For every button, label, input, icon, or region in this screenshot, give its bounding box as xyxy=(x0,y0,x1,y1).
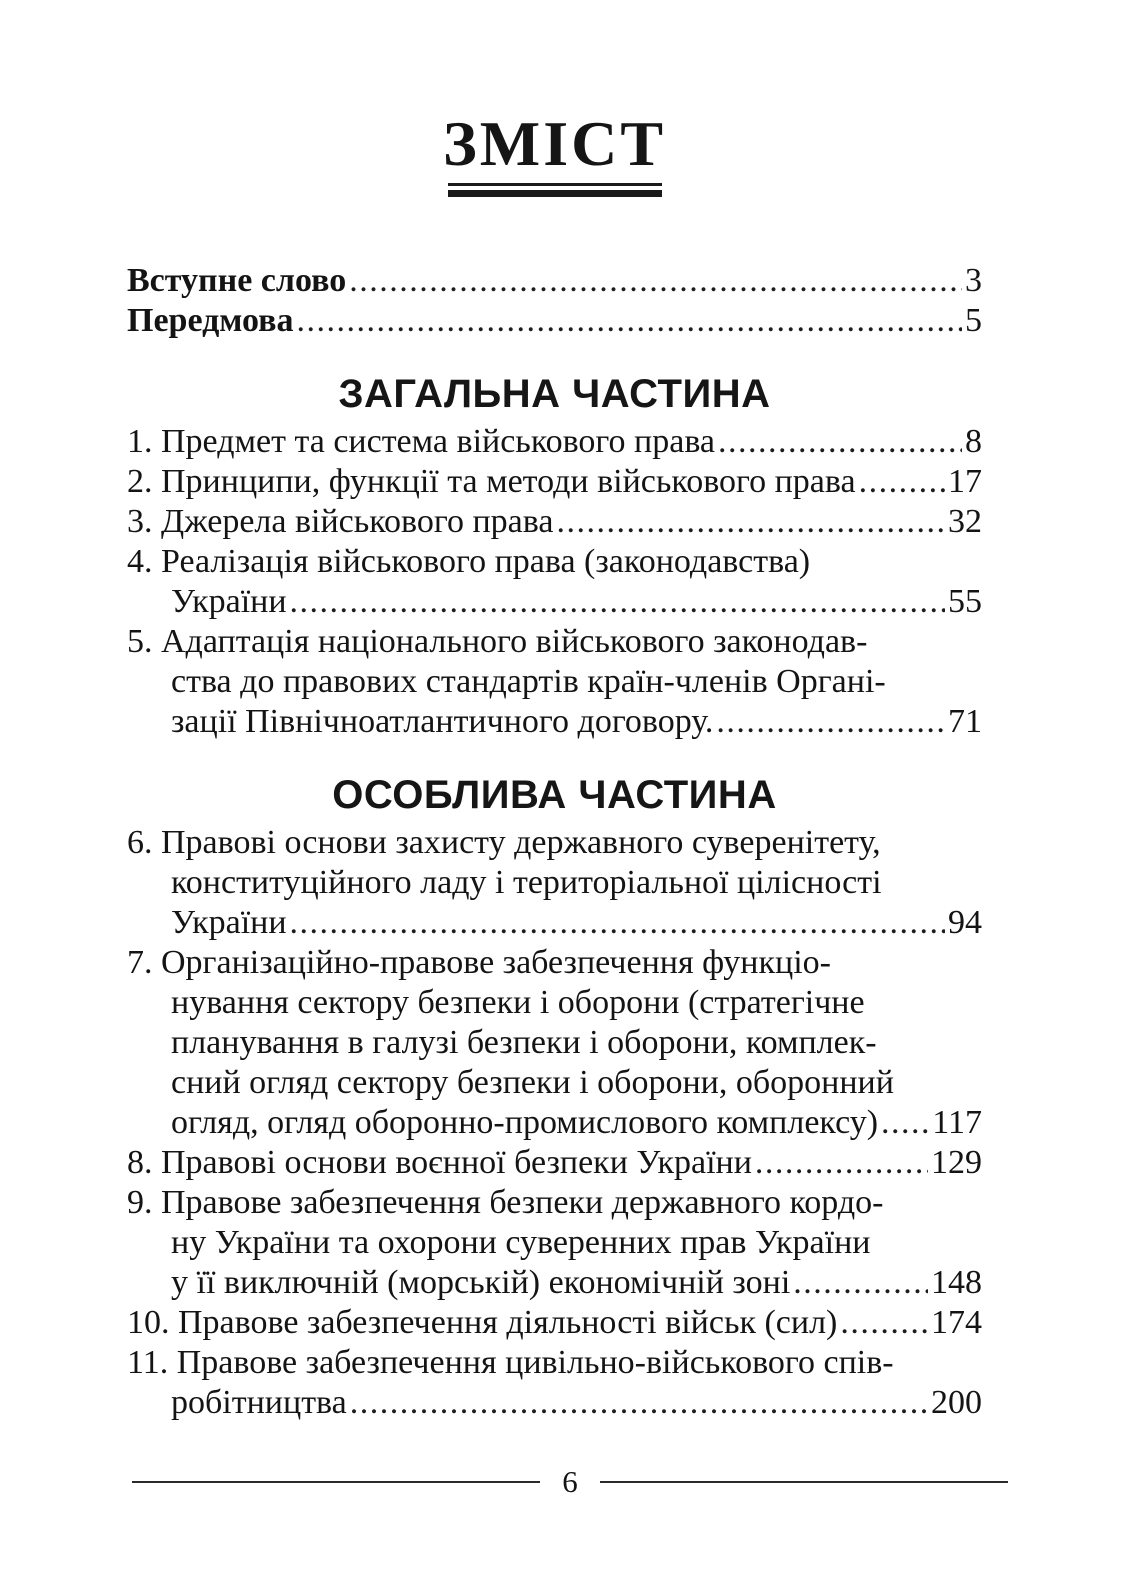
toc-entry-line xyxy=(127,1143,982,1183)
toc-page-number: 174 xyxy=(931,1304,982,1341)
toc-entry xyxy=(127,542,982,622)
toc-entry xyxy=(127,261,982,301)
toc-entry xyxy=(127,1143,982,1183)
toc-page-number: 55 xyxy=(948,583,982,620)
toc-entry-text: у її виключній (морській) економічній зоні xyxy=(171,1264,791,1301)
toc-entry-text: робітництва xyxy=(171,1384,347,1421)
toc-entry-line xyxy=(127,662,982,702)
toc-entry-text: 8. Правові основи воєнної безпеки України xyxy=(127,1144,752,1181)
toc-page-number: 32 xyxy=(948,503,982,540)
toc-entry-line xyxy=(127,823,982,863)
toc-entry xyxy=(127,943,982,1143)
toc-entry-text: 3. Джерела військового права xyxy=(127,503,554,540)
toc-entry-line xyxy=(127,983,982,1023)
toc-page-number: 71 xyxy=(948,703,982,740)
toc-entry-text: Передмова xyxy=(127,302,294,339)
toc-page-number: 8 xyxy=(965,423,982,460)
toc-page-number: 129 xyxy=(931,1144,982,1181)
toc-entry-text: 7. Організаційно-правове забезпечення функціо- xyxy=(127,944,831,981)
dot-leader xyxy=(556,502,945,542)
toc-entry-text: планування в галузі безпеки і оборони, комплек- xyxy=(171,1024,877,1061)
toc-entry-line xyxy=(127,1343,982,1383)
dot-leader xyxy=(297,301,962,341)
dot-leader xyxy=(290,903,945,943)
toc-entry-line xyxy=(127,1223,982,1263)
toc-entry-line xyxy=(127,903,982,943)
toc-entry xyxy=(127,301,982,341)
dot-leader xyxy=(350,1383,928,1423)
toc-page-number: 94 xyxy=(948,904,982,941)
toc-entry xyxy=(127,1303,982,1343)
toc-entry xyxy=(127,462,982,502)
toc-entry-line xyxy=(127,1303,982,1343)
toc-list xyxy=(127,261,982,1423)
toc-entry-text: огляд, огляд оборонно-промислового комплексу) xyxy=(171,1104,879,1141)
toc-entry xyxy=(127,823,982,943)
toc-entry-text: 1. Предмет та система військового права xyxy=(127,423,716,460)
toc-entry-text: конституційного ладу і територіальної цілісності xyxy=(171,864,882,901)
toc-page-number: 200 xyxy=(931,1384,982,1421)
page-title: ЗМІСТ xyxy=(443,108,666,179)
toc-entry xyxy=(127,1183,982,1303)
toc-entry-line xyxy=(127,1183,982,1223)
toc-entry-text: України xyxy=(171,904,287,941)
page-content xyxy=(127,0,982,1423)
dot-leader xyxy=(290,582,945,622)
section-heading: ЗАГАЛЬНА ЧАСТИНА xyxy=(338,372,771,416)
toc-entry-text: 9. Правове забезпечення безпеки державного кордо- xyxy=(127,1184,884,1221)
toc-entry-text: ну України та охорони суверенних прав України xyxy=(171,1224,871,1261)
toc-entry-line xyxy=(127,301,982,341)
toc-entry-text: нування сектору безпеки і оборони (стратегічне xyxy=(171,984,865,1021)
toc-entry-line xyxy=(127,502,982,542)
dot-leader xyxy=(793,1263,928,1303)
toc-entry-text: 5. Адаптація національного військового законодав- xyxy=(127,623,868,660)
toc-entry-line xyxy=(127,261,982,301)
toc-page-number: 5 xyxy=(965,302,982,339)
page-footer xyxy=(132,1464,1008,1500)
toc-entry xyxy=(127,422,982,462)
dot-leader xyxy=(881,1103,929,1143)
title-underline xyxy=(448,183,662,197)
toc-entry-line xyxy=(127,582,982,622)
dot-leader xyxy=(755,1143,928,1183)
dot-leader xyxy=(716,702,945,742)
toc-entry-line xyxy=(127,542,982,582)
toc-page-number: 148 xyxy=(931,1264,982,1301)
toc-entry-line xyxy=(127,943,982,983)
toc-entry-line xyxy=(127,422,982,462)
folio-page-number: 6 xyxy=(562,1464,578,1499)
toc-entry-text: ства до правових стандартів країн-членів Органі- xyxy=(171,663,886,700)
toc-entry xyxy=(127,622,982,742)
toc-entry-line xyxy=(127,1063,982,1103)
dot-leader xyxy=(840,1303,928,1343)
dot-leader xyxy=(349,261,962,301)
toc-entry-text: сний огляд сектору безпеки і оборони, оборонний xyxy=(171,1064,894,1101)
toc-entry-text: 10. Правове забезпечення діяльності військ (сил) xyxy=(127,1304,838,1341)
toc-page-number: 117 xyxy=(932,1104,982,1141)
toc-entry-text: 2. Принципи, функції та методи військового права xyxy=(127,463,856,500)
dot-leader xyxy=(718,422,962,462)
toc-entry-line xyxy=(127,1383,982,1423)
toc-entry-text: зації Північноатлантичного договору. xyxy=(171,703,714,740)
toc-entry xyxy=(127,1343,982,1423)
footer-rule-right xyxy=(600,1481,1008,1483)
toc-entry-text: 4. Реалізація військового права (законодавства) xyxy=(127,543,811,580)
toc-entry-line xyxy=(127,1023,982,1063)
toc-page-number: 17 xyxy=(948,463,982,500)
toc-entry-text: України xyxy=(171,583,287,620)
toc-entry-line xyxy=(127,863,982,903)
toc-entry-line xyxy=(127,622,982,662)
toc-entry-line xyxy=(127,462,982,502)
toc-entry-text: Вступне слово xyxy=(127,262,347,299)
toc-page-number: 3 xyxy=(965,262,982,299)
section-heading: ОСОБЛИВА ЧАСТИНА xyxy=(332,773,777,817)
toc-entry-line xyxy=(127,702,982,742)
toc-entry-line xyxy=(127,1103,982,1143)
footer-rule-left xyxy=(132,1481,540,1483)
toc-entry-text: 11. Правове забезпечення цивільно-військового спів- xyxy=(127,1344,894,1381)
toc-entry-line xyxy=(127,1263,982,1303)
toc-entry-text: 6. Правові основи захисту державного суверенітету, xyxy=(127,824,881,861)
toc-entry xyxy=(127,502,982,542)
dot-leader xyxy=(859,462,945,502)
